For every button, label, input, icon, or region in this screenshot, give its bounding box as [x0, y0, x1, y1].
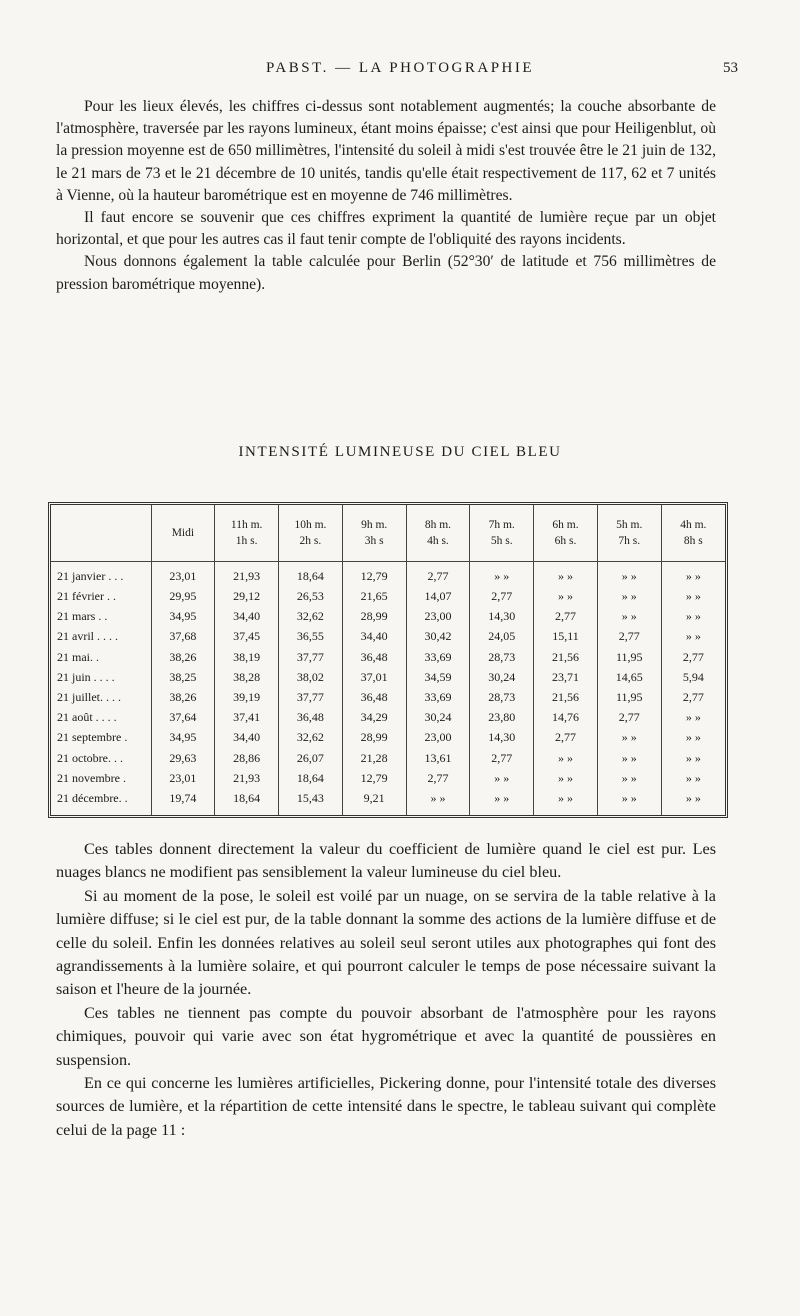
table-cell: 2,77: [534, 607, 598, 627]
column-header: 4h m. 8h s: [661, 505, 725, 562]
running-title: PABST. — LA PHOTOGRAPHIE: [265, 60, 535, 76]
table-cell: 26,07: [279, 748, 343, 768]
intensity-table: [51, 505, 725, 815]
table-row: [51, 627, 725, 647]
table-row: [51, 687, 725, 707]
table-cell: 29,95: [151, 586, 215, 606]
table-cell: 37,41: [215, 708, 279, 728]
page-number: 53: [723, 60, 738, 76]
table-row: [51, 647, 725, 667]
table-cell: 12,79: [342, 562, 406, 587]
table-cell: 28,73: [470, 647, 534, 667]
table-cell: » »: [661, 708, 725, 728]
table-cell: » »: [597, 586, 661, 606]
column-header-date: [51, 505, 151, 562]
table-cell: 11,95: [597, 687, 661, 707]
table-cell: » »: [661, 562, 725, 587]
paragraph: Ces tables donnent directement la valeur du coefficient de lumière quand le ciel est pur. Les nuages blancs ne modifient pas sensiblement la valeur lumineuse du ciel bleu.: [56, 840, 716, 882]
table-cell: 37,77: [279, 647, 343, 667]
table-cell: 15,11: [534, 627, 598, 647]
table-cell: 34,40: [215, 728, 279, 748]
table-cell: » »: [661, 728, 725, 748]
row-label: 21 avril . . . .: [57, 629, 118, 644]
table-cell: 19,74: [151, 788, 215, 815]
table-cell: 30,24: [470, 667, 534, 687]
row-label: 21 mars . .: [57, 609, 108, 624]
table-row: [51, 768, 725, 788]
table-cell: 21,93: [215, 562, 279, 587]
table-cell: 23,71: [534, 667, 598, 687]
table-cell: 37,45: [215, 627, 279, 647]
table-cell: » »: [534, 788, 598, 815]
paragraph: Ces tables ne tiennent pas compte du pouvoir absorbant de l'atmosphère pour les rayons chimiques, pouvoir qui varie avec son état hygrométrique et avec la quantité de poussières en suspension.: [56, 1003, 716, 1069]
table-cell: 14,30: [470, 607, 534, 627]
table-cell: 30,42: [406, 627, 470, 647]
table-cell: 39,19: [215, 687, 279, 707]
table-cell: 21,56: [534, 687, 598, 707]
table-cell: 5,94: [661, 667, 725, 687]
table-cell: 12,79: [342, 768, 406, 788]
table-cell: 13,61: [406, 748, 470, 768]
table-row: [51, 667, 725, 687]
table-cell: 2,77: [597, 708, 661, 728]
table-cell: 2,77: [470, 748, 534, 768]
table-cell: » »: [470, 562, 534, 587]
paragraph: Pour les lieux élevés, les chiffres ci-dessus sont notablement augmentés; la couche absorbante de l'atmosphère, traversée par les rayons lumineux, étant moins épaisse; c'est ainsi que pour Heiligenblut, où la pression moyenne est de 650 millimètres, l'intensité du soleil à midi s'est trouvée être le 21 juin de 132, le 21 mars de 73 et le 21 décembre de 10 unités, tandis qu'elle était respectivement de 117, 62 et 7 unités à Vienne, où la hauteur barométrique est en moyenne de 746 millimètres.: [56, 98, 716, 204]
table-cell: 38,26: [151, 687, 215, 707]
table-cell: 37,68: [151, 627, 215, 647]
table-cell: » »: [597, 748, 661, 768]
table-cell: 26,53: [279, 586, 343, 606]
table-cell: » »: [597, 788, 661, 815]
table-cell: » »: [597, 728, 661, 748]
column-header: 9h m. 3h s: [342, 505, 406, 562]
column-header: Midi: [151, 505, 215, 562]
outro-text: [56, 838, 716, 1142]
row-label: 21 février . .: [57, 589, 116, 604]
table-cell: 38,25: [151, 667, 215, 687]
table-row: [51, 607, 725, 627]
table-cell: 2,77: [661, 647, 725, 667]
table-cell: » »: [534, 768, 598, 788]
row-label: 21 novembre .: [57, 770, 126, 785]
table-cell: » »: [406, 788, 470, 815]
table-cell: 21,65: [342, 586, 406, 606]
table-row: [51, 586, 725, 606]
table-cell: 23,80: [470, 708, 534, 728]
paragraph: Il faut encore se souvenir que ces chiffres expriment la quantité de lumière reçue par un objet horizontal, et que pour les autres cas il faut tenir compte de l'obliquité des rayons incidents.: [56, 209, 716, 249]
table-row: [51, 562, 725, 587]
table-cell: » »: [534, 562, 598, 587]
paragraph: Si au moment de la pose, le soleil est voilé par un nuage, on se servira de la table relative à la lumière diffuse; si le ciel est pur, de la table donnant la somme des actions de la lumière diffuse et de celle du soleil. Enfin les données relatives au soleil seul seront utiles aux photographes qui font des agrandissements à la lumière solaire, et qui pourront calculer le temps de pose nécessaire suivant la saison et l'heure de la journée.: [56, 886, 716, 999]
row-label: 21 août . . . .: [57, 710, 117, 725]
table-cell: 38,19: [215, 647, 279, 667]
table-cell: 34,95: [151, 728, 215, 748]
table-cell: 28,99: [342, 607, 406, 627]
table-cell: 38,28: [215, 667, 279, 687]
table-cell: 23,01: [151, 562, 215, 587]
table-cell: » »: [470, 788, 534, 815]
table-row: [51, 708, 725, 728]
table-cell: 33,69: [406, 687, 470, 707]
table-cell: 28,73: [470, 687, 534, 707]
table-cell: 14,30: [470, 728, 534, 748]
table-cell: » »: [661, 627, 725, 647]
table-cell: 2,77: [597, 627, 661, 647]
table-cell: 33,69: [406, 647, 470, 667]
table-cell: » »: [661, 607, 725, 627]
table-cell: 15,43: [279, 788, 343, 815]
table-cell: » »: [661, 788, 725, 815]
table-cell: 37,64: [151, 708, 215, 728]
table-row: [51, 788, 725, 815]
table-cell: » »: [534, 748, 598, 768]
intro-text: [56, 96, 716, 296]
table-cell: 28,86: [215, 748, 279, 768]
running-header: [0, 54, 800, 84]
table-cell: 2,77: [470, 586, 534, 606]
paragraph: En ce qui concerne les lumières artificielles, Pickering donne, pour l'intensité totale des diverses sources de lumière, et la répartition de cette intensité dans le spectre, le tableau suivant qui complète celui de la page 11 :: [56, 1074, 716, 1139]
table-cell: » »: [597, 768, 661, 788]
column-header: 10h m. 2h s.: [279, 505, 343, 562]
row-label: 21 octobre. . .: [57, 750, 123, 765]
table-cell: » »: [470, 768, 534, 788]
table-cell: 11,95: [597, 647, 661, 667]
table-cell: 36,48: [279, 708, 343, 728]
row-label: 21 juillet. . . .: [57, 690, 121, 704]
table-cell: 18,64: [279, 768, 343, 788]
table-cell: 21,28: [342, 748, 406, 768]
table-cell: » »: [597, 607, 661, 627]
table-cell: 2,77: [661, 687, 725, 707]
row-label: 21 mai. .: [57, 649, 99, 664]
table-cell: » »: [661, 586, 725, 606]
paragraph: Nous donnons également la table calculée pour Berlin (52°30′ de latitude et 756 millimètres de pression barométrique moyenne).: [56, 253, 716, 293]
table-cell: 38,02: [279, 667, 343, 687]
table-cell: 18,64: [279, 562, 343, 587]
table-cell: 36,48: [342, 687, 406, 707]
table-cell: » »: [534, 586, 598, 606]
table-cell: 34,95: [151, 607, 215, 627]
intensity-table-frame: [48, 502, 728, 818]
row-label: 21 décembre. .: [57, 791, 128, 806]
table-cell: 30,24: [406, 708, 470, 728]
table-cell: 9,21: [342, 788, 406, 815]
table-cell: 37,01: [342, 667, 406, 687]
table-cell: 14,07: [406, 586, 470, 606]
table-cell: 34,40: [342, 627, 406, 647]
table-cell: » »: [661, 768, 725, 788]
row-label: 21 septembre .: [57, 730, 128, 745]
table-cell: 2,77: [406, 768, 470, 788]
column-header: 8h m. 4h s.: [406, 505, 470, 562]
table-cell: 14,76: [534, 708, 598, 728]
table-row: [51, 748, 725, 768]
table-cell: 37,77: [279, 687, 343, 707]
table-cell: 32,62: [279, 728, 343, 748]
column-header: 6h m. 6h s.: [534, 505, 598, 562]
table-cell: 28,99: [342, 728, 406, 748]
table-cell: 34,59: [406, 667, 470, 687]
table-cell: 18,64: [215, 788, 279, 815]
table-cell: 23,00: [406, 607, 470, 627]
table-cell: 34,40: [215, 607, 279, 627]
table-cell: 21,93: [215, 768, 279, 788]
column-header: 7h m. 5h s.: [470, 505, 534, 562]
table-cell: 32,62: [279, 607, 343, 627]
table-cell: 14,65: [597, 667, 661, 687]
table-cell: 36,55: [279, 627, 343, 647]
table-cell: 29,63: [151, 748, 215, 768]
table-cell: 2,77: [406, 562, 470, 587]
column-header: 5h m. 7h s.: [597, 505, 661, 562]
table-body: [51, 562, 725, 816]
table-cell: 34,29: [342, 708, 406, 728]
table-row: [51, 728, 725, 748]
table-cell: 29,12: [215, 586, 279, 606]
table-cell: 38,26: [151, 647, 215, 667]
column-header: 11h m. 1h s.: [215, 505, 279, 562]
row-label: 21 janvier . . .: [57, 568, 124, 583]
table-cell: » »: [597, 562, 661, 587]
table-cell: 36,48: [342, 647, 406, 667]
table-header-row: [51, 505, 725, 562]
table-title: INTENSITÉ LUMINEUSE DU CIEL BLEU: [238, 444, 562, 460]
table-cell: 21,56: [534, 647, 598, 667]
row-label: 21 juin . . . .: [57, 669, 115, 684]
table-cell: 24,05: [470, 627, 534, 647]
table-cell: » »: [661, 748, 725, 768]
table-cell: 23,00: [406, 728, 470, 748]
table-cell: 2,77: [534, 728, 598, 748]
table-cell: 23,01: [151, 768, 215, 788]
